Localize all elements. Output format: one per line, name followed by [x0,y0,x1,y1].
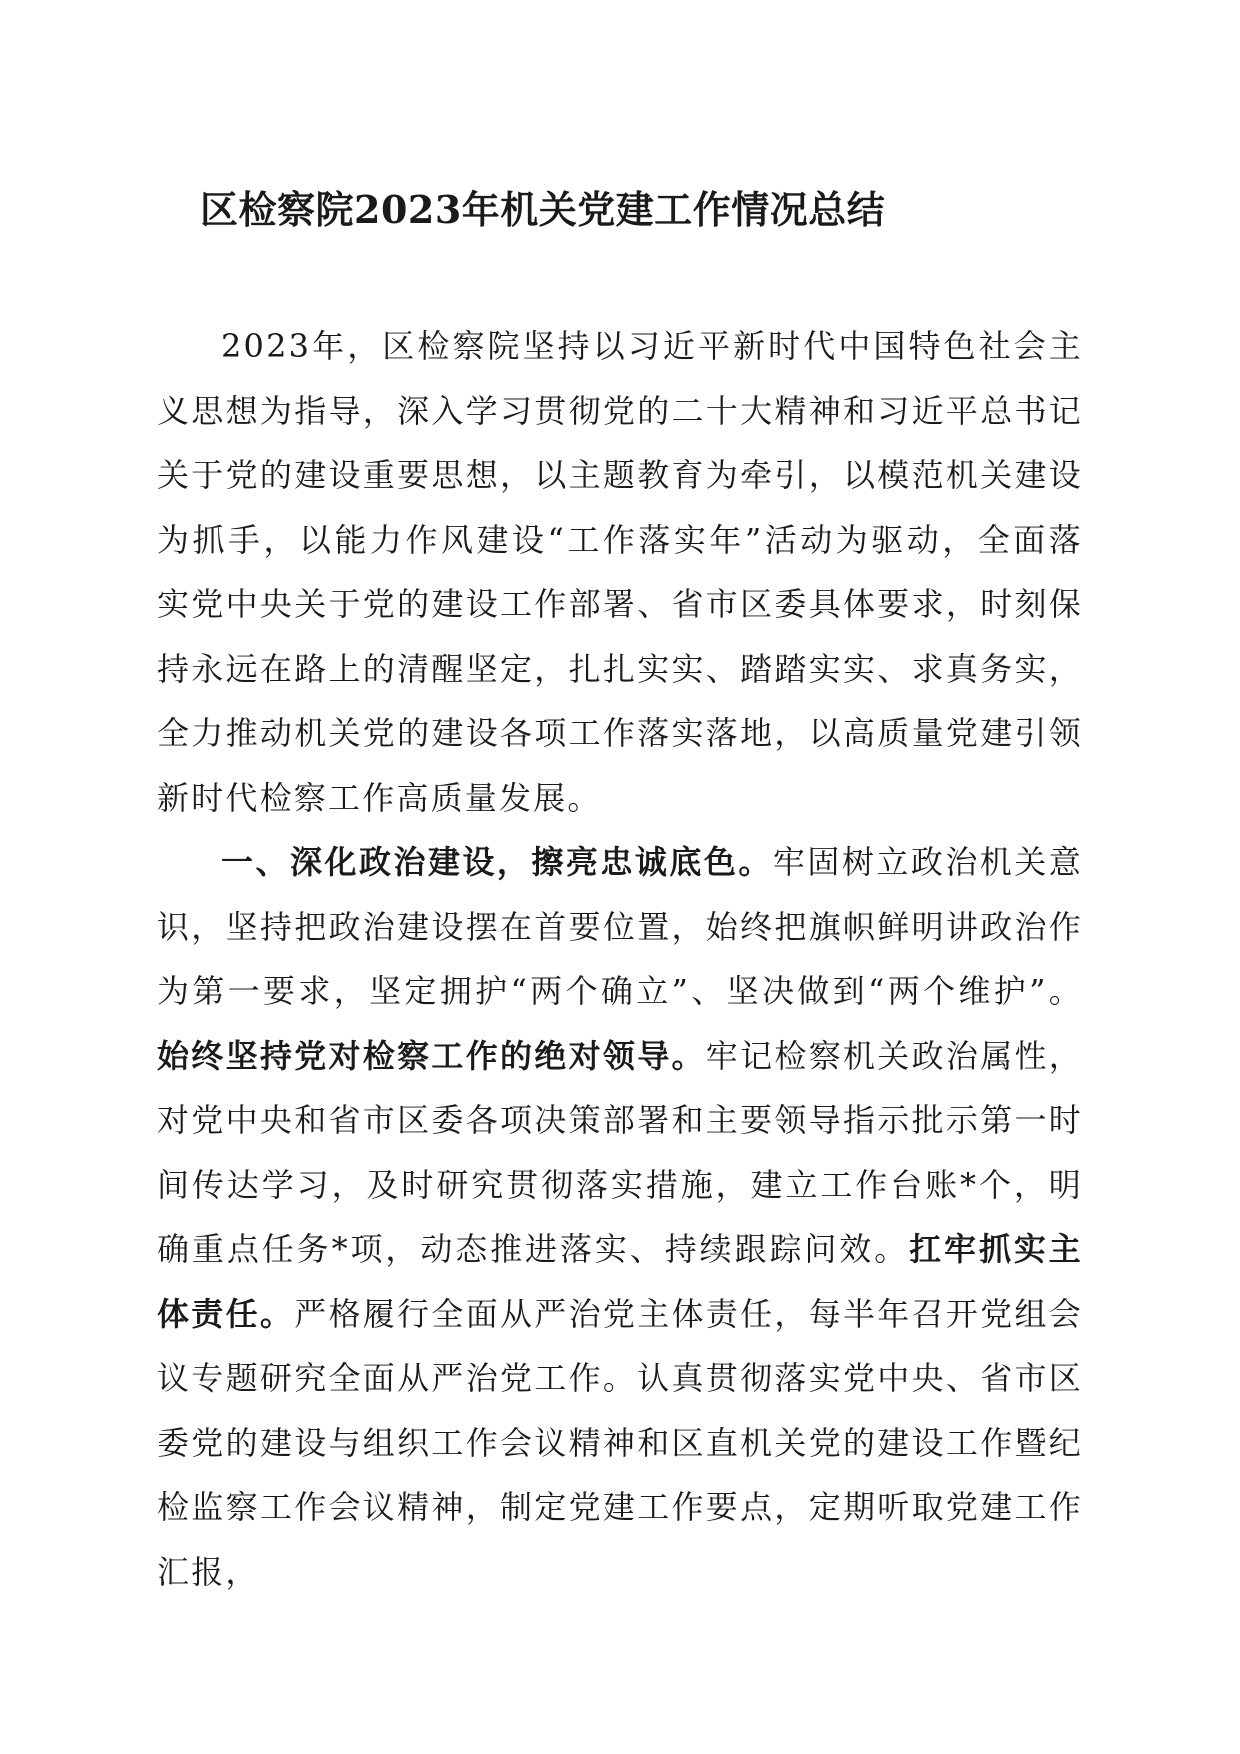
intro-paragraph: 2023年，区检察院坚持以习近平新时代中国特色社会主义思想为指导，深入学习贯彻党的二十大精神和习近平总书记关于党的建设重要思想，以主题教育为牵引，以模范机关建设为抓手，以能力作风建设“工作落实年”活动为驱动，全面落实党中央关于党的建设工作部署、省市区委具体要求，时刻保持永远在路上的清醒坚定，扎扎实实、踏踏实实、求真务实，全力推动机关党的建设各项工作落实落地，以高质量党建引领新时代检察工作高质量发展。 [157,327,1083,817]
section-1-paragraph [157,830,1083,1604]
section-1-text-3: 严格履行全面从严治党主体责任，每半年召开党组会议专题研究全面从严治党工作。认真贯彻落实党中央、省市区委党的建设与组织工作会议精神和区直机关党的建设工作暨纪检监察工作会议精神，制定党建工作要点，定期听取党建工作汇报， [157,1294,1083,1591]
document-body [157,314,1083,1604]
section-1-heading: 一、深化政治建设，擦亮忠诚底色。 [221,843,773,881]
section-1-text-2: 牢记检察机关政治属性，对党中央和省市区委各项决策部署和主要领导指示批示第一时间传达学习，及时研究贯彻落实措施，建立工作台账*个，明确重点任务*项，动态推进落实、持续跟踪问效。 [157,1036,1083,1268]
section-1-subheading-1: 始终坚持党对检察工作的绝对领导。 [157,1036,706,1075]
document-title: 区检察院2023年机关党建工作情况总结 [200,187,886,232]
section-1-text-1: 牢固树立政治机关意识，坚持把政治建设摆在首要位置，始终把旗帜鲜明讲政治作为第一要求，坚定拥护“两个确立”、坚决做到“两个维护”。 [157,843,1083,1010]
section-1-subheading-2: 扛牢抓实主体责任。 [157,1230,1083,1333]
